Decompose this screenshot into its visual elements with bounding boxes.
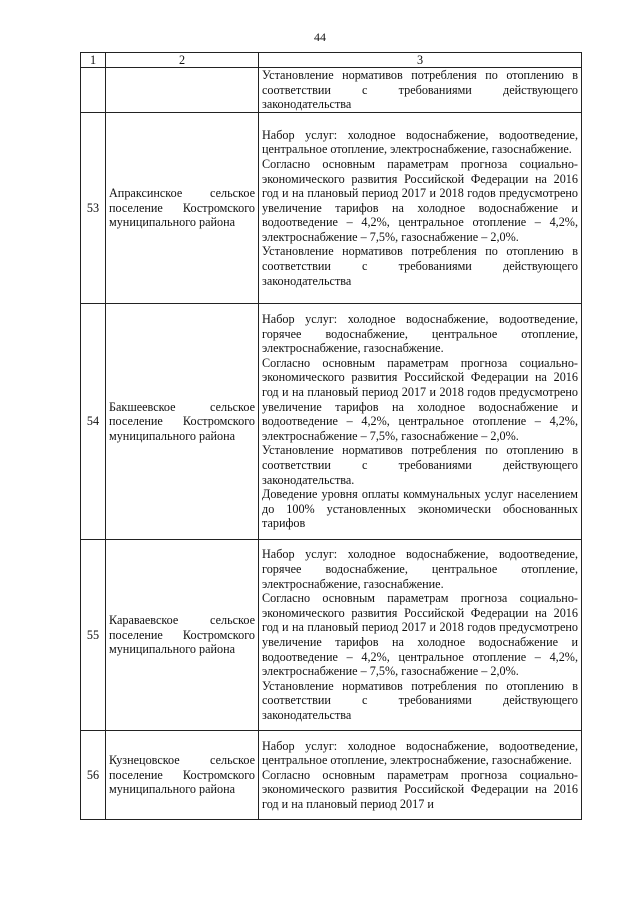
description-paragraph: Доведение уровня оплаты коммунальных услуг населением до 100% установленных экономически обоснованных тарифов [262, 487, 578, 531]
row-number-cell [81, 68, 106, 113]
column-header-1: 1 [81, 53, 106, 68]
row-number-cell: 54 [81, 304, 106, 540]
description-cell [259, 540, 582, 731]
table-row [81, 731, 582, 820]
description-paragraph: Согласно основным параметрам прогноза социально-экономического развития Российской Федерации на 2016 год и на плановый период 2017 и 2018 годов предусмотрено увеличение тарифов на холодное водоснабжение и водоотведение – 4,2%, центральное отопление – 4,2%, электроснабжение – 7,5%, газоснабжение – 2,0%. [262, 355, 578, 443]
settlement-name-cell [106, 68, 259, 113]
description-paragraph: Согласно основным параметрам прогноза социально-экономического развития Российской Федерации на 2016 год и на плановый период 2017 и [262, 767, 578, 811]
description-cell [259, 304, 582, 540]
description-cell [259, 113, 582, 304]
row-number-cell: 55 [81, 540, 106, 731]
header-row [81, 53, 582, 68]
description-paragraph: Набор услуг: холодное водоснабжение, водоотведение, центральное отопление, электроснабжение, газоснабжение. [262, 738, 578, 768]
row-number-cell: 53 [81, 113, 106, 304]
page-number: 44 [314, 30, 326, 44]
table-row-continuation [81, 68, 582, 113]
row-number-cell: 56 [81, 731, 106, 820]
description-cell [259, 68, 582, 113]
description-paragraph: Установление нормативов потребления по отоплению в соответствии с требованиями действующего законодательства. [262, 443, 578, 487]
settlement-name-cell: Караваевское сельское поселение Костромского муниципального района [106, 540, 259, 731]
settlement-name-cell: Кузнецовское сельское поселение Костромского муниципального района [106, 731, 259, 820]
description-paragraph: Согласно основным параметрам прогноза социально-экономического развития Российской Федерации на 2016 год и на плановый период 2017 и 2018 годов предусмотрено увеличение тарифов на холодное водоснабжение и водоотведение – 4,2%, центральное отопление – 4,2%, электроснабжение – 7,5%, газоснабжение – 2,0%. [262, 591, 578, 679]
description-paragraph: Установление нормативов потребления по отоплению в соответствии с требованиями действующего законодательства [262, 678, 578, 722]
settlement-name-cell: Апраксинское сельское поселение Костромского муниципального района [106, 113, 259, 304]
data-table [80, 52, 582, 820]
description-paragraph: Установление нормативов потребления по отоплению в соответствии с требованиями действующего законодательства [262, 244, 578, 288]
column-header-3: 3 [259, 53, 582, 68]
description-paragraph: Набор услуг: холодное водоснабжение, водоотведение, центральное отопление, электроснабжение, газоснабжение. [262, 127, 578, 157]
table-row [81, 113, 582, 304]
description-paragraph: Установление нормативов потребления по отоплению в соответствии с требованиями действующего законодательства [262, 68, 578, 112]
settlement-name-cell: Бакшеевское сельское поселение Костромского муниципального района [106, 304, 259, 540]
column-header-2: 2 [106, 53, 259, 68]
description-paragraph: Набор услуг: холодное водоснабжение, водоотведение, горячее водоснабжение, центральное отопление, электроснабжение, газоснабжение. [262, 547, 578, 591]
description-cell [259, 731, 582, 820]
description-paragraph: Согласно основным параметрам прогноза социально-экономического развития Российской Федерации на 2016 год и на плановый период 2017 и 2018 годов предусмотрено увеличение тарифов на холодное водоснабжение и водоотведение – 4,2%, центральное отопление – 4,2%, электроснабжение – 7,5%, газоснабжение – 2,0%. [262, 156, 578, 244]
table-row [81, 304, 582, 540]
description-paragraph: Набор услуг: холодное водоснабжение, водоотведение, горячее водоснабжение, центральное отопление, электроснабжение, газоснабжение. [262, 312, 578, 356]
table-row [81, 540, 582, 731]
